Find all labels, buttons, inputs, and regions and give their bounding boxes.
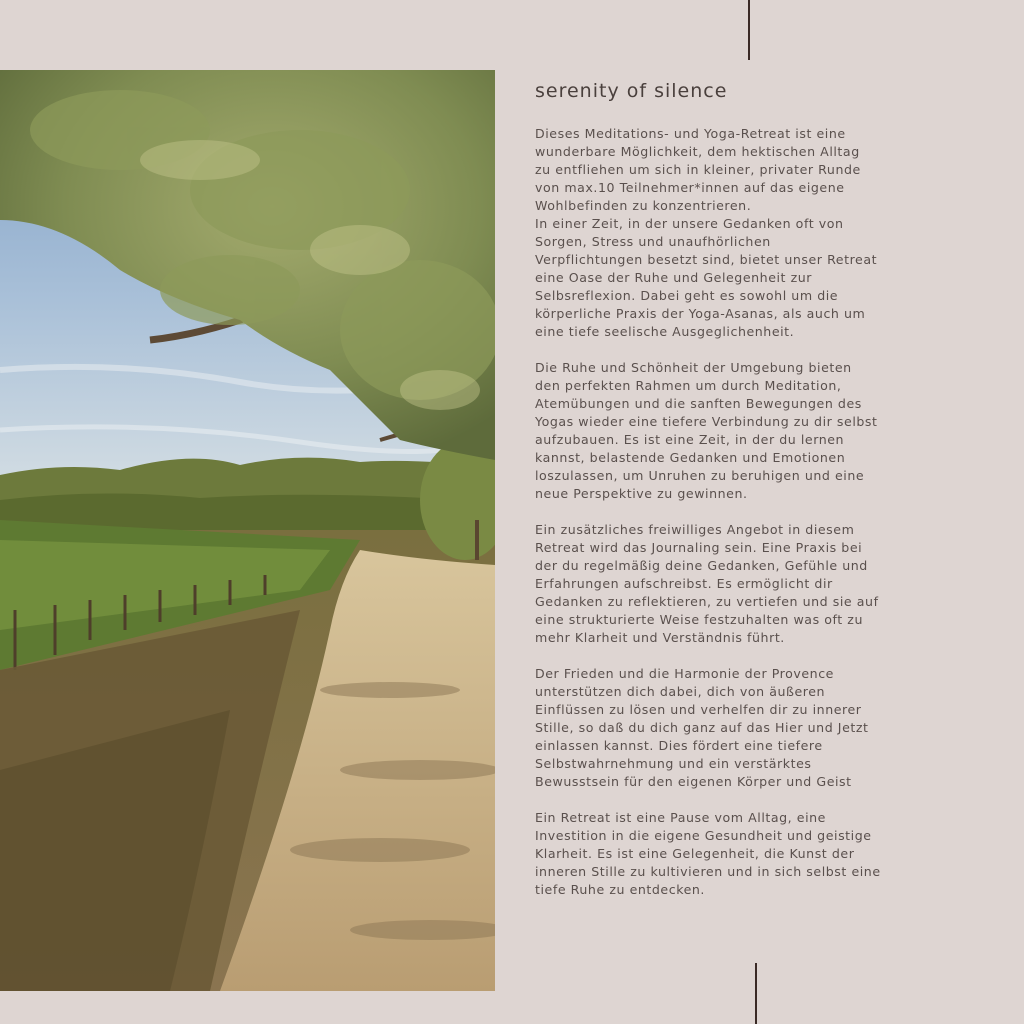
- top-divider-line: [748, 0, 750, 60]
- page-title: serenity of silence: [535, 80, 728, 102]
- text-line: Atemübungen und die sanften Bewegungen des: [535, 396, 862, 411]
- text-line: Investition in die eigene Gesundheit und geistige: [535, 828, 872, 843]
- text-line: neue Perspektive zu gewinnen.: [535, 486, 748, 501]
- text-line: mehr Klarheit und Verständnis führt.: [535, 630, 785, 645]
- text-line: Klarheit. Es ist eine Gelegenheit, die Kunst der: [535, 846, 855, 861]
- text-line: Die Ruhe und Schönheit der Umgebung bieten: [535, 360, 852, 375]
- text-line: Selbsreflexion. Dabei geht es sowohl um die: [535, 288, 839, 303]
- text-line: eine strukturierte Weise festzuhalten was oft zu: [535, 612, 863, 627]
- text-line: Gedanken zu reflektieren, zu vertiefen und sie auf: [535, 594, 879, 609]
- text-line: Ein Retreat ist eine Pause vom Alltag, eine: [535, 810, 826, 825]
- text-line: tiefe Ruhe zu entdecken.: [535, 882, 705, 897]
- text-line: aufzubauen. Es ist eine Zeit, in der du lernen: [535, 432, 845, 447]
- text-line: kannst, belastende Gedanken und Emotionen: [535, 450, 846, 465]
- text-line: wunderbare Möglichkeit, dem hektischen Alltag: [535, 144, 860, 159]
- text-line: körperliche Praxis der Yoga-Asanas, als auch um: [535, 306, 866, 321]
- paragraph-provence: [535, 665, 935, 791]
- text-line: Stille, so daß du dich ganz auf das Hier und Jetzt: [535, 720, 869, 735]
- text-line: Erfahrungen aufschreibst. Es ermöglicht dir: [535, 576, 833, 591]
- vineyard-landscape-photo: [0, 70, 495, 991]
- paragraph-closing: [535, 809, 935, 899]
- paragraph-intro: [535, 125, 935, 341]
- text-line: Einflüssen zu lösen und verhelfen dir zu innerer: [535, 702, 862, 717]
- text-line: Dieses Meditations- und Yoga-Retreat ist eine: [535, 126, 846, 141]
- text-line: Retreat wird das Journaling sein. Eine Praxis bei: [535, 540, 863, 555]
- text-line: zu entfliehen um sich in kleiner, privater Runde: [535, 162, 861, 177]
- text-line: loszulassen, um Unruhen zu beruhigen und eine: [535, 468, 865, 483]
- text-line: Wohlbefinden zu konzentrieren.: [535, 198, 752, 213]
- paragraph-journaling: [535, 521, 935, 647]
- paragraph-environment: [535, 359, 935, 503]
- text-line: Yogas wieder eine tiefere Verbindung zu dir selbst: [535, 414, 878, 429]
- text-line: den perfekten Rahmen um durch Meditation,: [535, 378, 842, 393]
- text-line: inneren Stille zu kultivieren und in sich selbst eine: [535, 864, 881, 879]
- text-line: unterstützen dich dabei, dich von äußeren: [535, 684, 826, 699]
- text-line: einlassen kannst. Dies fördert eine tiefere: [535, 738, 823, 753]
- bottom-divider-line: [755, 963, 757, 1024]
- text-line: Ein zusätzliches freiwilliges Angebot in diesem: [535, 522, 855, 537]
- text-line: von max.10 Teilnehmer*innen auf das eigene: [535, 180, 845, 195]
- text-line: Der Frieden und die Harmonie der Provence: [535, 666, 834, 681]
- text-line: Selbstwahrnehmung und ein verstärktes: [535, 756, 812, 771]
- text-line: In einer Zeit, in der unsere Gedanken oft von: [535, 216, 844, 231]
- text-line: Bewusstsein für den eigenen Körper und Geist: [535, 774, 852, 789]
- text-line: der du regelmäßig deine Gedanken, Gefühle und: [535, 558, 868, 573]
- text-line: eine tiefe seelische Ausgeglichenheit.: [535, 324, 795, 339]
- text-line: eine Oase der Ruhe und Gelegenheit zur: [535, 270, 813, 285]
- text-line: Sorgen, Stress und unaufhörlichen: [535, 234, 771, 249]
- text-column: [535, 78, 935, 917]
- text-line: Verpflichtungen besetzt sind, bietet unser Retreat: [535, 252, 878, 267]
